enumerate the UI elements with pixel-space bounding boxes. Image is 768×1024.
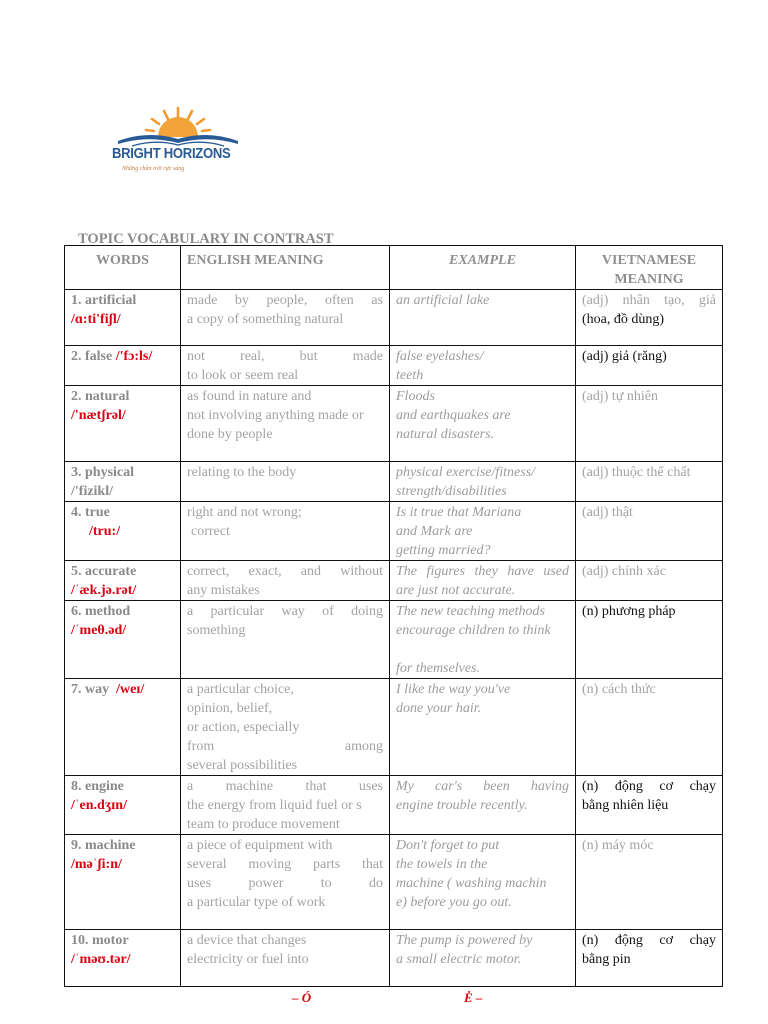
vietnamese-meaning-cell: (adj) giả (răng): [576, 346, 723, 386]
table-row: [65, 386, 723, 462]
english-meaning-cell: made by people, often as a copy of something natural: [181, 290, 390, 346]
logo-name: BRIGHT HORIZONS: [112, 146, 231, 162]
header-vietnamese-meaning: VIETNAMESE MEANING: [576, 246, 723, 290]
bright-horizons-logo: [108, 100, 248, 180]
ipa-text: /məˈʃi:n/: [71, 857, 122, 872]
sunrise-book-icon: [108, 100, 248, 150]
example-cell: The pump is powered by a small electric motor.: [390, 930, 576, 987]
logo-tagline: Những chân trời rực sáng: [122, 166, 185, 172]
word-cell: [65, 930, 181, 987]
ipa-text: /tru:/: [89, 524, 121, 539]
word-cell: [65, 776, 181, 835]
word-text: 2. natural: [71, 389, 130, 404]
word-cell: [65, 290, 181, 346]
vietnamese-meaning-cell: (adj) thật: [576, 502, 723, 561]
table-row: [65, 462, 723, 502]
table-row: [65, 930, 723, 987]
english-meaning-cell: a device that changes electricity or fuel into: [181, 930, 390, 987]
example-cell: I like the way you've done your hair.: [390, 679, 576, 776]
vietnamese-meaning-cell: (n) phương pháp: [576, 601, 723, 679]
word-text: 4. true: [71, 505, 110, 520]
vietnamese-meaning-cell: (n) động cơ chạy bằng nhiên liệu: [576, 776, 723, 835]
example-cell: Don't forget to put the towels in the machine ( washing machin e) before you go out.: [390, 835, 576, 930]
english-meaning-cell: a piece of equipment with several moving parts that uses power to do a particular type of work: [181, 835, 390, 930]
table-row: [65, 561, 723, 601]
header-example: EXAMPLE: [390, 246, 576, 290]
table-row: [65, 290, 723, 346]
english-meaning-cell: relating to the body: [181, 462, 390, 502]
english-meaning-cell: as found in nature and not involving anything made or done by people: [181, 386, 390, 462]
english-meaning-cell: a particular choice, opinion, belief, or action, especially from among several possibilities: [181, 679, 390, 776]
header-english-meaning: ENGLISH MEANING: [181, 246, 390, 290]
word-cell: [65, 386, 181, 462]
page-title: TOPIC VOCABULARY IN CONTRAST: [78, 231, 334, 247]
word-text: 7. way: [71, 682, 110, 697]
table-row: [65, 601, 723, 679]
ipa-text: /'nætʃrəl/: [71, 408, 126, 423]
english-meaning-cell: a particular way of doing something: [181, 601, 390, 679]
vietnamese-meaning-cell: (adj) chính xác: [576, 561, 723, 601]
word-text: 6. method: [71, 604, 131, 619]
ipa-text: /ˈen.dʒɪn/: [71, 798, 127, 813]
table-row: [65, 346, 723, 386]
table-row: [65, 776, 723, 835]
vietnamese-meaning-cell: (n) động cơ chạy bằng pin: [576, 930, 723, 987]
word-text: 9. machine: [71, 838, 136, 853]
example-cell: Is it true that Mariana and Mark are getting married?: [390, 502, 576, 561]
word-text: 2. false: [71, 349, 113, 364]
example-cell: an artificial lake: [390, 290, 576, 346]
table-row: [65, 502, 723, 561]
vocabulary-table: [64, 245, 723, 987]
example-cell: My car's been having engine trouble recently.: [390, 776, 576, 835]
example-cell: The figures they have used are just not accurate.: [390, 561, 576, 601]
word-text: 10. motor: [71, 933, 129, 948]
word-text: 1. artificial: [71, 293, 137, 308]
word-cell: [65, 679, 181, 776]
table-row: [65, 679, 723, 776]
ipa-text: /weɪ/: [116, 682, 145, 697]
ipa-text: /'fizikl/: [71, 484, 113, 499]
word-text: 5. accurate: [71, 564, 137, 579]
english-meaning-cell: correct, exact, and without any mistakes: [181, 561, 390, 601]
ipa-text: /ˈməʊ.tər/: [71, 952, 131, 967]
vietnamese-meaning-cell: (adj) nhân tạo, giả (hoa, đồ dùng): [576, 290, 723, 346]
english-meaning-cell: a machine that uses the energy from liquid fuel or s team to produce movement: [181, 776, 390, 835]
word-cell: [65, 835, 181, 930]
example-cell: Floods and earthquakes are natural disasters.: [390, 386, 576, 462]
ipa-text: /ˈmeθ.əd/: [71, 623, 127, 638]
ipa-text: /ɑ:ti'fiʃl/: [71, 312, 121, 327]
word-cell: [65, 561, 181, 601]
word-text: 8. engine: [71, 779, 124, 794]
table-row: [65, 835, 723, 930]
word-cell: [65, 346, 181, 386]
example-cell: The new teaching methods encourage children to think for themselves.: [390, 601, 576, 679]
footer-mark-right: Ė –: [464, 990, 483, 1005]
vietnamese-meaning-cell: (n) máy móc: [576, 835, 723, 930]
footer-mark-left: – Ó: [292, 990, 312, 1005]
vietnamese-meaning-cell: (adj) tự nhiên: [576, 386, 723, 462]
example-cell: false eyelashes/ teeth: [390, 346, 576, 386]
ipa-text: /ˈæk.jə.rət/: [71, 583, 137, 598]
vietnamese-meaning-cell: (adj) thuộc thể chất: [576, 462, 723, 502]
word-text: 3. physical: [71, 465, 135, 480]
vietnamese-meaning-cell: (n) cách thức: [576, 679, 723, 776]
example-cell: physical exercise/fitness/ strength/disabilities: [390, 462, 576, 502]
english-meaning-cell: right and not wrong; correct: [181, 502, 390, 561]
table-header-row: [65, 246, 723, 290]
word-cell: [65, 601, 181, 679]
english-meaning-cell: not real, but made to look or seem real: [181, 346, 390, 386]
word-cell: [65, 502, 181, 561]
ipa-text: /'fɔ:ls/: [115, 349, 153, 364]
header-words: WORDS: [65, 246, 181, 290]
word-cell: [65, 462, 181, 502]
